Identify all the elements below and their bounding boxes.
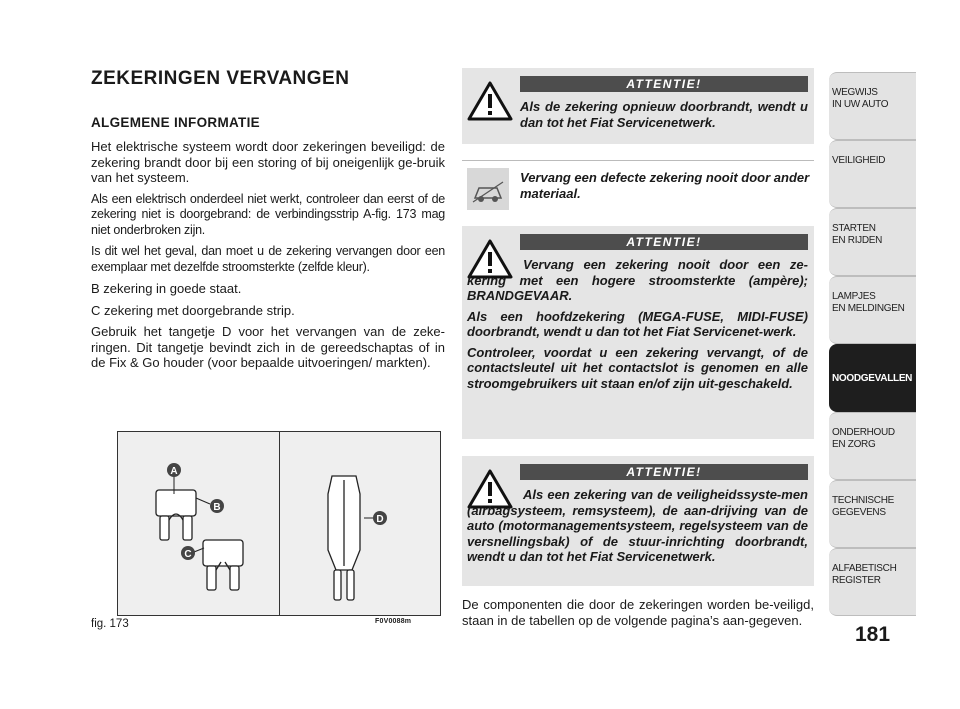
callout-b — [210, 499, 224, 513]
paragraph: B zekering in goede staat. — [91, 281, 242, 296]
svg-text:B: B — [213, 502, 221, 513]
car-maintenance-icon — [467, 168, 509, 210]
warning-box — [462, 68, 814, 144]
tab-lampjes[interactable]: LAMPJES EN MELDINGEN — [829, 276, 916, 344]
callout-a — [167, 463, 181, 477]
svg-text:D: D — [376, 514, 384, 525]
warning-box — [462, 456, 814, 586]
page-number: 181 — [854, 623, 891, 646]
fuse-good — [156, 490, 196, 540]
tab-alfabetisch[interactable]: ALFABETISCH REGISTER — [829, 548, 916, 616]
page-title: ZEKERINGEN VERVANGEN — [91, 68, 350, 89]
warning-heading: ATTENTIE! — [520, 234, 808, 250]
note-text: Vervang een defecte zekering nooit door ander materiaal. — [520, 170, 810, 201]
tab-noodgevallen[interactable]: NOODGEVALLEN — [829, 344, 916, 412]
paragraph: C zekering met doorgebrande strip. — [91, 302, 295, 318]
paragraph: Het elektrische systeem wordt door zekeringen beveiligd: de zekering brandt door bij een storing of bij oneigenlijk ge-bruik van het systeem. — [91, 139, 445, 185]
divider-line — [462, 160, 814, 161]
tab-wegwijs[interactable]: WEGWIJS IN UW AUTO — [829, 72, 916, 140]
tab-onderhoud[interactable]: ONDERHOUD EN ZORG — [829, 412, 916, 480]
closing-paragraph: De componenten die door de zekeringen worden be-veiligd, staan in de tabellen op de volgende pagina’s aan-gegeven. — [462, 597, 814, 628]
warning-text: Als de zekering opnieuw doorbrandt, wendt u dan tot het Fiat Servicenetwerk. — [520, 99, 808, 130]
warning-triangle-icon — [467, 80, 513, 122]
figure-code: F0V0088m — [375, 618, 412, 625]
section-subtitle: ALGEMENE INFORMATIE — [91, 115, 260, 130]
warning-text: Vervang een zekering nooit door een ze-kering met een hogere stroomsterkte (ampère); BRANDGEVAAR. Als een hoofdzekering (MEGA-FUSE, MIDI-FUSE) doorbrandt, wendt u dan tot het Fiat Servicenet-werk. Controleer, voordat u een zekering vervangt, of de contactsleutel uit het contactslot is genomen en alle stroomgebruikers uit staan en/of zijn uit-geschakeld. — [467, 257, 808, 391]
tab-technische[interactable]: TECHNISCHE GEGEVENS — [829, 480, 916, 548]
fuse-figure — [117, 431, 441, 616]
svg-text:A: A — [170, 466, 178, 477]
fuse-blown — [203, 540, 243, 590]
warning-box — [462, 226, 814, 439]
callout-c — [181, 546, 195, 560]
paragraph: Is dit wel het geval, dan moet u de zekering vervangen door een exemplaar met dezelfde stroomsterkte (zelfde kleur). — [91, 244, 445, 274]
svg-text:C: C — [184, 549, 192, 560]
body-text — [91, 139, 445, 377]
warning-text: Als een zekering van de veiligheidssyste-men (airbagsysteem, remsysteem), de aan-drijving van de auto (motormanagementsysteem, regelsysteem van de versnellingsbak) of de stuur-inrichting doorbrandt, wendt u dan tot het Fiat Servicenetwerk. — [467, 487, 808, 564]
tab-starten[interactable]: STARTEN EN RIJDEN — [829, 208, 916, 276]
warning-heading: ATTENTIE! — [520, 76, 808, 92]
paragraph: Als een elektrisch onderdeel niet werkt, controleer dan eerst of de zekering niet is doorgebrand: de verbindingsstrip A-fig. 173 mag niet onderbroken zijn. — [91, 191, 445, 237]
figure-divider — [279, 432, 280, 615]
callout-d — [373, 511, 387, 525]
warning-heading: ATTENTIE! — [520, 464, 808, 480]
paragraph: Gebruik het tangetje D voor het vervangen van de zeke-ringen. Dit tangetje bevindt zich in de gereedschaptas of in de Fix & Go houder (voor bepaalde uitvoeringen/ markten). — [91, 324, 445, 370]
fuse-puller — [328, 476, 360, 600]
tab-veiligheid[interactable]: VEILIGHEID — [829, 140, 916, 208]
figure-label: fig. 173 — [91, 618, 129, 630]
